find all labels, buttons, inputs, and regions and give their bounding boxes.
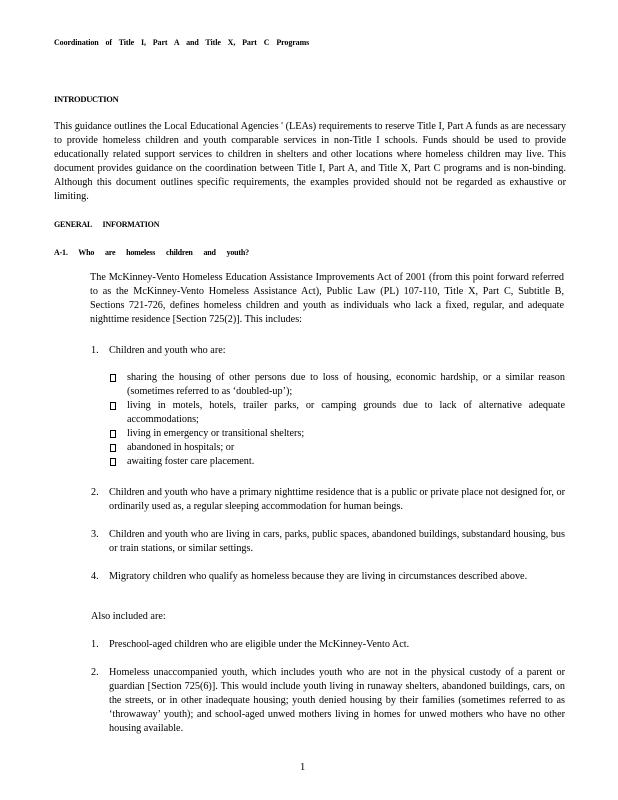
checkbox-bullet-icon	[110, 374, 116, 382]
bullet-item: abandoned in hospitals; or	[109, 441, 565, 455]
list-number: 3.	[91, 529, 99, 540]
list-text: Migratory children who qualify as homeless because they are living in circumstances described above.	[109, 571, 528, 582]
list-text: Homeless unaccompanied youth, which includes youth who are not in the physical custody of a parent or guardian [Section 725(6)]. This would include youth living in runaway shelters, abandoned buildings, cars, on the streets, or in other inadequate housing; youth denied housing by their families (sometimes referred to as ‘throwaway’ youth); and school-aged unwed mothers living in homes for unwed mothers who have no other housing available.	[109, 667, 565, 734]
checkbox-bullet-icon	[110, 458, 116, 466]
list-number: 1.	[91, 345, 99, 356]
checkbox-bullet-icon	[110, 430, 116, 438]
introduction-heading: INTRODUCTION	[54, 94, 119, 104]
checkbox-bullet-icon	[110, 444, 116, 452]
checkbox-bullet-icon	[110, 402, 116, 410]
list-text: Children and youth who are:	[109, 345, 226, 356]
list-number: 2.	[91, 667, 99, 678]
page-number: 1	[300, 762, 306, 773]
introduction-paragraph: This guidance outlines the Local Educational Agencies ' (LEAs) requirements to reserve Title I, Part A funds as are necessary to provide homeless children and youth comparable services in non-Title I schools. Funds should be used to provide educationally related support services to children in shelters and other locations where homeless children may live. This document provides guidance on the coordination between Title I, Part A, and Title X, Part C programs and is non-binding. Although this document outlines specific requirements, the examples provided should not be regarded as exhaustive or limiting.	[54, 121, 566, 202]
question-a1: A-1. Who are homeless children and youth?	[54, 248, 249, 257]
list-text: Children and youth who have a primary nighttime residence that is a public or private place not designed for, or ordinarily used as, a regular sleeping accommodation for human beings.	[109, 487, 565, 512]
bullet-item: sharing the housing of other persons due to loss of housing, economic hardship, or a similar reason (sometimes referred to as ‘doubled-up’);	[109, 371, 565, 399]
list-text: Preschool-aged children who are eligible under the McKinney-Vento Act.	[109, 639, 410, 650]
bullet-item: awaiting foster care placement.	[109, 455, 565, 469]
answer-paragraph: The McKinney-Vento Homeless Education Assistance Improvements Act of 2001 (from this point forward referred to as the McKinney-Vento Homeless Assistance Act), Public Law (PL) 107-110, Title X, Part C, Subtitle B, Sections 721-726, defines homeless children and youth as individuals who lack a fixed, regular, and adequate nighttime residence [Section 725(2)]. This includes:	[90, 272, 564, 325]
list-number: 2.	[91, 487, 99, 498]
general-information-heading: GENERAL INFORMATION	[54, 220, 160, 229]
bullet-list	[109, 371, 565, 469]
list-number: 1.	[91, 639, 99, 650]
document-header: Coordination of Title I, Part A and Title X, Part C Programs	[54, 38, 310, 47]
bullet-item: living in motels, hotels, trailer parks, or camping grounds due to lack of alternative adequate accommodations;	[109, 399, 565, 427]
list-number: 4.	[91, 571, 99, 582]
list-text: Children and youth who are living in cars, parks, public spaces, abandoned buildings, substandard housing, bus or train stations, or similar settings.	[109, 529, 565, 554]
also-included-label: Also included are:	[91, 611, 166, 622]
bullet-item: living in emergency or transitional shelters;	[109, 427, 565, 441]
